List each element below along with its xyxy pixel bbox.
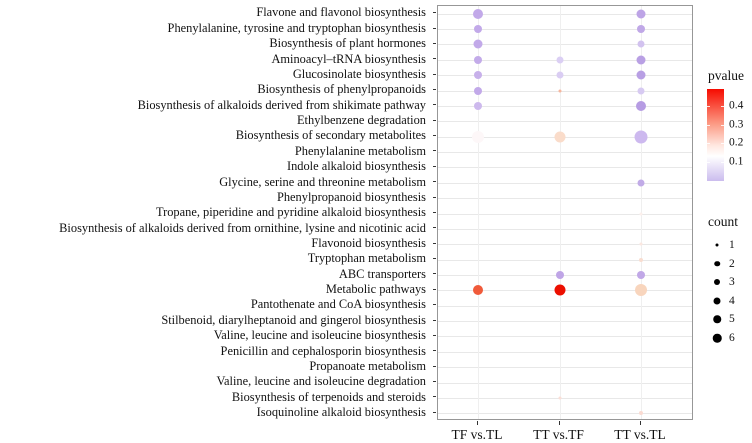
data-point xyxy=(556,56,563,63)
y-axis-row xyxy=(0,328,437,343)
x-axis-tick xyxy=(640,421,641,425)
x-axis-tick xyxy=(477,421,478,425)
y-axis-label: Indole alkaloid biosynthesis xyxy=(286,159,426,174)
y-axis-label: Aminoacyl–tRNA biosynthesis xyxy=(271,51,426,66)
count-legend-label: 5 xyxy=(729,313,735,326)
data-point xyxy=(472,131,484,143)
horizontal-gridline xyxy=(438,413,692,414)
data-point xyxy=(636,101,646,111)
y-axis-row xyxy=(0,51,437,66)
y-axis-label: Pantothenate and CoA biosynthesis xyxy=(250,297,426,312)
y-axis-tick xyxy=(433,104,436,105)
y-axis-tick xyxy=(433,396,436,397)
count-legend-label: 6 xyxy=(729,332,735,344)
data-point xyxy=(635,284,647,296)
y-axis-row xyxy=(0,359,437,374)
y-axis-label: Glucosinolate biosynthesis xyxy=(292,66,426,81)
data-point xyxy=(638,87,645,94)
data-point xyxy=(637,71,646,80)
y-axis-tick xyxy=(433,381,436,382)
y-axis-label: Phenylalanine, tyrosine and tryptophan biosynthesis xyxy=(167,20,426,35)
x-axis-label: TT vs.TL xyxy=(614,427,666,442)
data-point xyxy=(474,56,482,64)
y-axis-tick xyxy=(433,320,436,321)
pvalue-tick-mark xyxy=(707,143,710,144)
pvalue-tick-mark xyxy=(707,162,710,163)
count-legend-label: 4 xyxy=(729,294,735,307)
y-axis-tick xyxy=(433,150,436,151)
count-legend-label: 2 xyxy=(729,257,735,270)
y-axis-tick xyxy=(433,120,436,121)
y-axis-row xyxy=(0,251,437,266)
y-axis-label: Metabolic pathways xyxy=(325,282,426,297)
count-legend-dot xyxy=(713,316,721,324)
pvalue-tick-mark xyxy=(721,143,724,144)
y-axis-label: Biosynthesis of secondary metabolites xyxy=(235,128,426,143)
y-axis-row xyxy=(0,236,437,251)
y-axis-row xyxy=(0,389,437,404)
y-axis-tick xyxy=(433,43,436,44)
count-legend-dot xyxy=(714,261,720,267)
y-axis-label: Phenylpropanoid biosynthesis xyxy=(276,189,426,204)
y-axis-label: Valine, leucine and isoleucine biosynthesis xyxy=(213,328,426,343)
y-axis-tick xyxy=(433,166,436,167)
y-axis-label: Valine, leucine and isoleucine degradation xyxy=(216,374,426,389)
data-point xyxy=(637,55,646,64)
pvalue-tick-mark xyxy=(721,125,724,126)
count-legend-row xyxy=(698,329,752,347)
y-axis-tick xyxy=(433,273,436,274)
pvalue-tick-label: 0.1 xyxy=(729,155,744,168)
data-point xyxy=(474,40,483,49)
horizontal-gridline xyxy=(438,352,692,353)
data-point xyxy=(474,71,482,79)
x-axis-label: TF vs.TL xyxy=(451,427,503,442)
y-axis-label: Biosynthesis of alkaloids derived from ornithine, lysine and nicotinic acid xyxy=(59,220,426,235)
horizontal-gridline xyxy=(438,367,692,368)
count-legend-row xyxy=(698,292,752,310)
y-axis-row xyxy=(0,312,437,327)
horizontal-gridline xyxy=(438,336,692,337)
y-axis-row xyxy=(0,128,437,143)
pvalue-tick-label: 0.4 xyxy=(729,99,744,112)
horizontal-gridline xyxy=(438,398,692,399)
y-axis-label: Flavone and flavonol biosynthesis xyxy=(256,5,426,20)
y-axis-tick xyxy=(433,350,436,351)
data-point xyxy=(558,89,561,92)
y-axis-label: Propanoate metabolism xyxy=(309,358,426,373)
y-axis-tick xyxy=(433,135,436,136)
vertical-gridline xyxy=(560,6,561,419)
y-axis-tick xyxy=(433,28,436,29)
horizontal-gridline xyxy=(438,306,692,307)
x-axis-label: TT vs.TF xyxy=(533,427,584,442)
data-point xyxy=(639,258,643,262)
y-axis-label: Tropane, piperidine and pyridine alkaloid biosynthesis xyxy=(155,205,426,220)
horizontal-gridline xyxy=(438,167,692,168)
y-axis-row xyxy=(0,82,437,97)
pvalue-tick-label: 0.3 xyxy=(729,117,744,130)
data-point xyxy=(638,179,645,186)
y-axis-row xyxy=(0,220,437,235)
y-axis-label: Biosynthesis of terpenoids and steroids xyxy=(231,389,426,404)
y-axis-row xyxy=(0,374,437,389)
y-axis-label: Tryptophan metabolism xyxy=(307,251,426,266)
y-axis-row xyxy=(0,205,437,220)
data-point xyxy=(556,271,564,279)
y-axis-tick xyxy=(433,227,436,228)
y-axis-row xyxy=(0,143,437,158)
count-legend-dot xyxy=(716,244,719,247)
y-axis-label: Biosynthesis of plant hormones xyxy=(269,36,426,51)
data-point xyxy=(474,87,482,95)
count-legend-label: 3 xyxy=(729,276,735,289)
count-legend-row xyxy=(698,255,752,273)
count-legend-dot xyxy=(714,279,720,285)
horizontal-gridline xyxy=(438,321,692,322)
horizontal-gridline xyxy=(438,152,692,153)
y-axis-tick xyxy=(433,412,436,413)
y-axis-row xyxy=(0,297,437,312)
plot-panel xyxy=(437,5,693,420)
y-axis-label: Ethylbenzene degradation xyxy=(296,113,426,128)
y-axis-row xyxy=(0,174,437,189)
y-axis-label: Flavonoid biosynthesis xyxy=(311,236,426,250)
count-legend-title: count xyxy=(708,214,738,229)
pvalue-tick-label: 0.2 xyxy=(729,136,744,149)
data-point xyxy=(558,396,561,399)
horizontal-gridline xyxy=(438,121,692,122)
data-point xyxy=(556,72,563,79)
y-axis-row xyxy=(0,20,437,35)
count-legend-row xyxy=(698,236,752,254)
y-axis-row xyxy=(0,36,437,51)
horizontal-gridline xyxy=(438,214,692,215)
y-axis-row xyxy=(0,66,437,81)
data-point xyxy=(639,411,643,415)
horizontal-gridline xyxy=(438,244,692,245)
y-axis-tick xyxy=(433,289,436,290)
y-axis-label: Penicillin and cephalosporin biosynthesis xyxy=(220,343,426,358)
y-axis-row xyxy=(0,405,437,420)
y-axis-tick xyxy=(433,243,436,244)
horizontal-gridline xyxy=(438,198,692,199)
y-axis-row xyxy=(0,159,437,174)
data-point xyxy=(637,25,645,33)
y-axis-label: Isoquinoline alkaloid biosynthesis xyxy=(256,405,426,420)
data-point xyxy=(635,130,648,143)
count-legend-label: 1 xyxy=(729,239,735,251)
pvalue-tick-mark xyxy=(721,106,724,107)
data-point xyxy=(554,285,565,296)
horizontal-gridline xyxy=(438,383,692,384)
y-axis-tick xyxy=(433,89,436,90)
y-axis-row xyxy=(0,343,437,358)
data-point xyxy=(474,102,482,110)
y-axis-tick xyxy=(433,212,436,213)
count-legend-row xyxy=(698,310,752,328)
y-axis-tick xyxy=(433,366,436,367)
vertical-gridline xyxy=(478,6,479,419)
pvalue-tick-mark xyxy=(707,106,710,107)
count-legend-dot xyxy=(713,334,722,343)
horizontal-gridline xyxy=(438,229,692,230)
y-axis-tick xyxy=(433,74,436,75)
y-axis-tick xyxy=(433,335,436,336)
y-axis-row xyxy=(0,282,437,297)
pvalue-tick-mark xyxy=(721,162,724,163)
data-point xyxy=(473,9,483,19)
y-axis-row xyxy=(0,266,437,281)
y-axis xyxy=(0,5,437,420)
y-axis-label: Stilbenoid, diarylheptanoid and gingerol biosynthesis xyxy=(161,312,426,327)
y-axis-tick xyxy=(433,304,436,305)
y-axis-row xyxy=(0,189,437,204)
horizontal-gridline xyxy=(438,260,692,261)
data-point xyxy=(637,271,645,279)
data-point xyxy=(554,131,565,142)
y-axis-row xyxy=(0,5,437,20)
y-axis-label: ABC transporters xyxy=(338,266,426,281)
data-point xyxy=(637,9,646,18)
y-axis-row xyxy=(0,97,437,112)
pvalue-tick-mark xyxy=(707,125,710,126)
count-legend-row xyxy=(698,273,752,291)
y-axis-tick xyxy=(433,181,436,182)
y-axis-tick xyxy=(433,258,436,259)
data-point xyxy=(638,41,645,48)
y-axis-tick xyxy=(433,12,436,13)
y-axis-label: Biosynthesis of alkaloids derived from shikimate pathway xyxy=(137,97,426,112)
pvalue-legend-title: pvalue xyxy=(708,68,744,83)
data-point xyxy=(640,212,643,215)
horizontal-gridline xyxy=(438,275,692,276)
horizontal-gridline xyxy=(438,183,692,184)
pvalue-colorbar xyxy=(707,89,724,181)
count-legend-dot xyxy=(714,297,721,304)
data-point xyxy=(474,25,482,33)
y-axis-tick xyxy=(433,197,436,198)
y-axis-label: Biosynthesis of phenylpropanoids xyxy=(257,82,426,97)
data-point xyxy=(640,243,643,246)
y-axis-label: Glycine, serine and threonine metabolism xyxy=(219,174,426,189)
legend xyxy=(698,0,752,442)
x-axis-tick xyxy=(559,421,560,425)
x-axis xyxy=(437,420,693,442)
y-axis-tick xyxy=(433,58,436,59)
y-axis-label: Phenylalanine metabolism xyxy=(294,143,426,158)
y-axis-row xyxy=(0,113,437,128)
data-point xyxy=(473,285,483,295)
